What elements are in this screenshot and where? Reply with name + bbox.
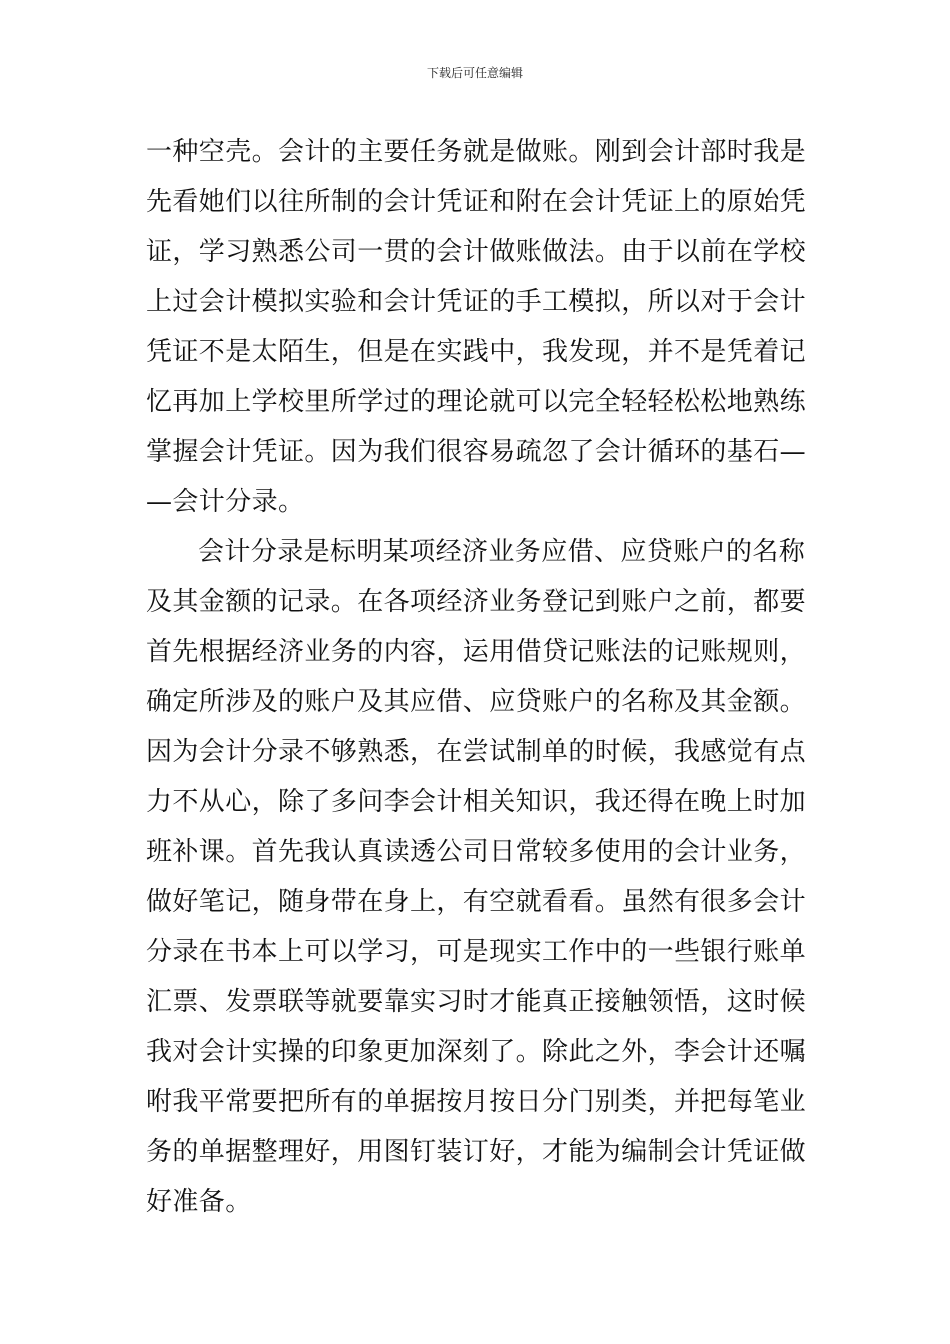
text-line: 好准备。: [146, 1187, 252, 1217]
document-body: [146, 127, 806, 1227]
text-line: 我对会计实操的印象更加深刻了。除此之外，李会计还嘱: [146, 1037, 807, 1067]
text-line: 证，学习熟悉公司一贯的会计做账做法。由于以前在学校: [146, 237, 807, 267]
text-line: 汇票、发票联等就要靠实习时才能真正接触领悟，这时候: [146, 987, 807, 1017]
text-line: 力不从心，除了多问李会计相关知识，我还得在晚上时加: [146, 787, 807, 817]
text-line: 确定所涉及的账户及其应借、应贷账户的名称及其金额。: [146, 687, 807, 717]
paragraph-2: [146, 527, 806, 1227]
text-line: 上过会计模拟实验和会计凭证的手工模拟，所以对于会计: [146, 287, 807, 317]
paragraph-1: [146, 127, 806, 527]
text-line: 务的单据整理好，用图钉装订好，才能为编制会计凭证做: [146, 1137, 807, 1167]
text-line: 掌握会计凭证。因为我们很容易疏忽了会计循环的基石—: [146, 437, 807, 467]
text-line: 因为会计分录不够熟悉，在尝试制单的时候，我感觉有点: [146, 737, 807, 767]
text-line: 做好笔记，随身带在身上，有空就看看。虽然有很多会计: [146, 887, 807, 917]
text-line-indented: 会计分录是标明某项经济业务应借、应贷账户的名称: [198, 537, 806, 567]
text-line: 忆再加上学校里所学过的理论就可以完全轻轻松松地熟练: [146, 387, 807, 417]
text-line: 分录在书本上可以学习，可是现实工作中的一些银行账单: [146, 937, 807, 967]
text-line: 先看她们以往所制的会计凭证和附在会计凭证上的原始凭: [146, 187, 807, 217]
text-line: 凭证不是太陌生，但是在实践中，我发现，并不是凭着记: [146, 337, 807, 367]
page-header: 下载后可任意编辑: [426, 66, 523, 80]
text-line: 班补课。首先我认真读透公司日常较多使用的会计业务，: [146, 837, 807, 867]
text-line: 及其金额的记录。在各项经济业务登记到账户之前，都要: [146, 587, 807, 617]
text-line: 首先根据经济业务的内容，运用借贷记账法的记账规则，: [146, 637, 807, 667]
text-line: 一种空壳。会计的主要任务就是做账。刚到会计部时我是: [146, 137, 807, 167]
text-line: —会计分录。: [146, 487, 305, 517]
text-line: 咐我平常要把所有的单据按月按日分门别类，并把每笔业: [146, 1087, 807, 1117]
